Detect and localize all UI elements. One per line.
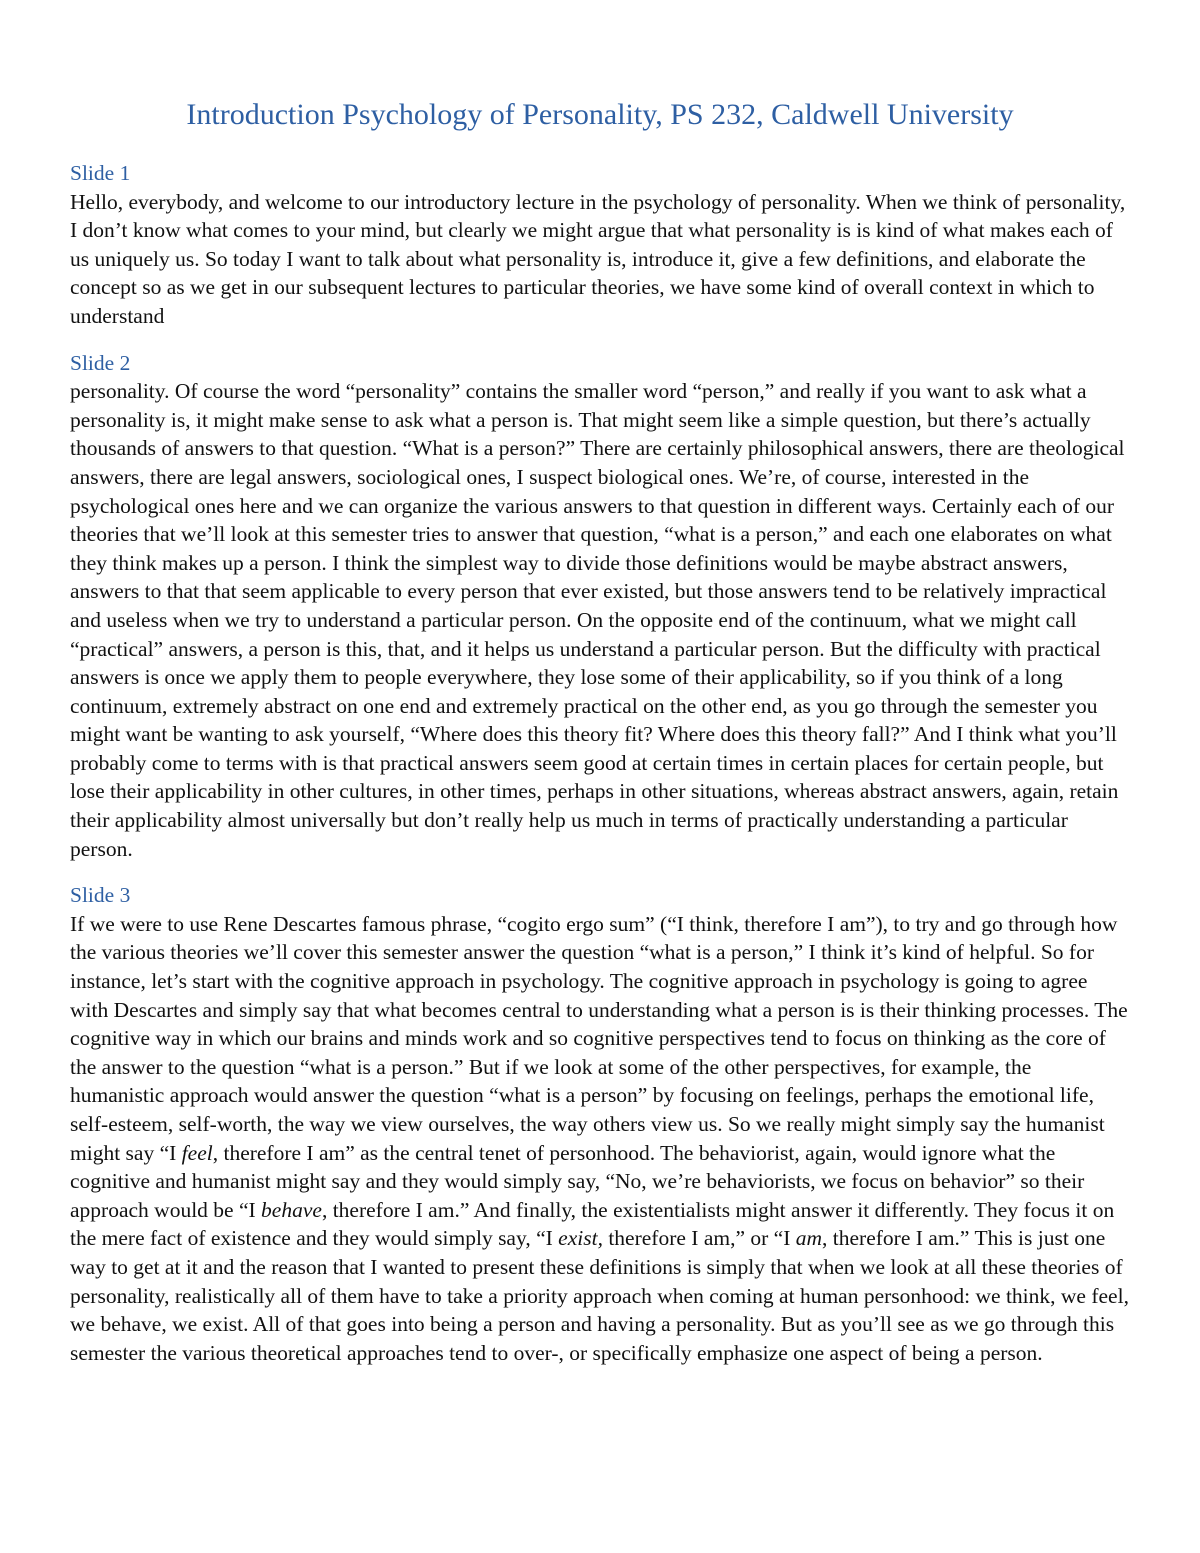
slide-heading: Slide 1 — [70, 161, 131, 185]
slide-section — [70, 349, 1130, 864]
slide-transcript — [70, 188, 1130, 331]
transcript-text: , therefore I am” as the central tenet of personhood. The behaviorist, again, would ignore what the cognitive and humanist might say and they would simply say, “No, we’re behaviorists, we focus on behavior” so their approach would be “I — [70, 1140, 1085, 1222]
transcript-text: If we were to use Rene Descartes famous phrase, “cogito ergo sum” (“I think, therefore I am”), to try and go through how the various theories we’ll cover this semester answer the question “what is a person,” I think it’s kind of helpful. So for instance, let’s start with the cognitive approach in psychology. The cognitive approach in psychology is going to agree with Descartes and simply say that what becomes central to understanding what a person is is their thinking processes. The cognitive way in which our brains and minds work and so cognitive perspectives tend to focus on thinking as the core of the answer to the question “what is a person.” But if we look at some of the other perspectives, for example, the humanistic approach would answer the question “what is a person” by focusing on feelings, perhaps the emotional life, self-esteem, self-worth, the way we view ourselves, the way others view us. So we really might simply say the humanist might say “I — [70, 911, 1128, 1165]
slide-section — [70, 881, 1130, 1367]
slide-section — [70, 159, 1130, 331]
emphasis-text: behave — [261, 1197, 322, 1222]
transcript-text: personality. Of course the word “personality” contains the smaller word “person,” and really if you want to ask what a personality is, it might make sense to ask what a person is. That might seem like a simple question, but there’s actually thousands of answers to that question. “What is a person?” There are certainly philosophical answers, there are theological answers, there are legal answers, sociological ones, I suspect biological ones. We’re, of course, interested in the psychological ones here and we can organize the various answers to that question in different ways. Certainly each of our theories that we’ll look at this semester tries to answer that question, “what is a person,” and each one elaborates on what they think makes up a person. I think the simplest way to divide those definitions would be maybe abstract answers, answers to that that seem applicable to every person that ever existed, but those answers tend to be relatively impractical and useless when we try to understand a particular person. On the opposite end of the continuum, what we might call “practical” answers, a person is this, that, and it helps us understand a particular person. But the difficulty with practical answers is once we apply them to people everywhere, they lose some of their applicability, so if you think of a long continuum, extremely abstract on one end and extremely practical on the other end, as you go through the semester you might want be wanting to ask yourself, “Where does this theory fit? Where does this theory fall?” And I think what you’ll probably come to terms with is that practical answers seem good at certain times in certain places for certain people, but lose their applicability in other cultures, in other times, perhaps in other situations, whereas abstract answers, again, retain their applicability almost universally but don’t really help us much in terms of practically understanding a particular person. — [70, 379, 1125, 861]
emphasis-text: am — [795, 1226, 823, 1251]
transcript-text: , therefore I am.” This is just one way to get at it and the reason that I wanted to present these definitions is simply that when we look at all these theories of personality, realistically all of them have to take a priority approach when coming at human personhood: we think, we feel, we behave, we exist. All of that goes into being a person and having a personality. But as you’ll see as we go through this semester the various theoretical approaches tend to over-, or specifically emphasize one aspect of being a person. — [70, 1226, 1129, 1365]
transcript-text: Hello, everybody, and welcome to our introductory lecture in the psychology of personality. When we think of personality, I don’t know what comes to your mind, but clearly we might argue that what personality is is kind of what makes each of us uniquely us. So today I want to talk about what personality is, introduce it, give a few definitions, and elaborate the concept so as we get in our subsequent lectures to particular theories, we have some kind of overall context in which to understand — [70, 189, 1126, 328]
slide-transcript — [70, 377, 1130, 863]
slide-heading: Slide 3 — [70, 883, 131, 908]
slide-heading: Slide 2 — [70, 350, 131, 375]
transcript-text: , therefore I am.” And finally, the existentialists might answer it differently. They focus it on the mere fact of existence and they would simply say, “I — [70, 1197, 1115, 1251]
document-title: Introduction Psychology of Personality, PS 232, Caldwell University — [186, 98, 1014, 131]
transcript-text: therefore I am,” or “I — [602, 1226, 796, 1251]
document-page — [70, 95, 1130, 1367]
slide-transcript — [70, 910, 1130, 1368]
emphasis-text: exist, — [558, 1226, 603, 1251]
emphasis-text: feel — [181, 1140, 213, 1165]
